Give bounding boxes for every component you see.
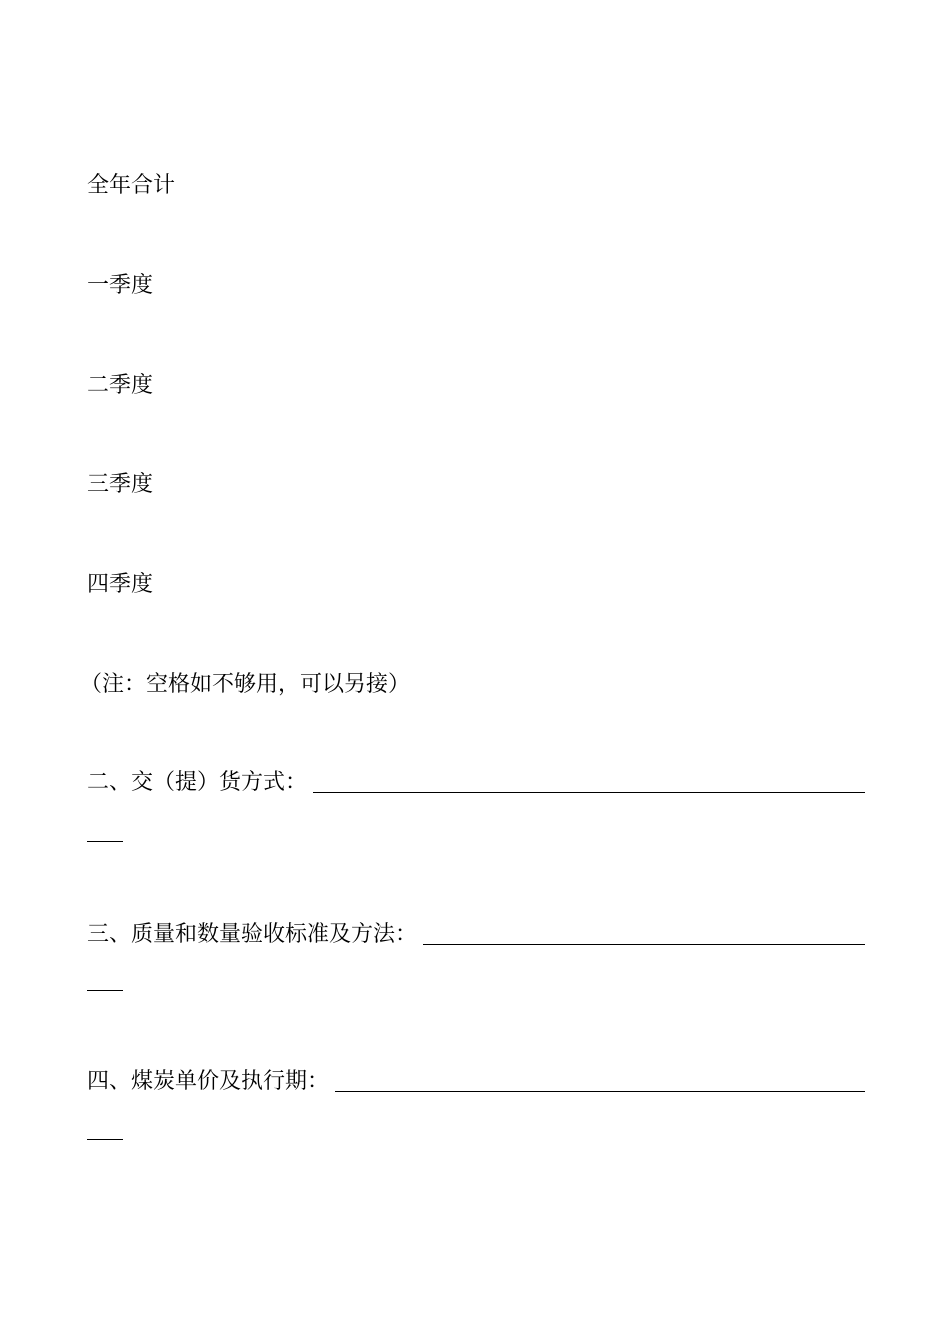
note-text: （注：空格如不够用，可以另接）: [80, 672, 411, 697]
quality-quantity-field: [87, 921, 865, 949]
quality-quantity-blank[interactable]: [423, 922, 865, 945]
row-q3: 三季度: [87, 472, 154, 497]
delivery-method-blank-continued[interactable]: [87, 841, 123, 842]
row-q1: 一季度: [87, 273, 154, 298]
coal-price-blank[interactable]: [335, 1069, 865, 1092]
delivery-method-blank[interactable]: [313, 770, 865, 793]
delivery-method-label: 二、交（提）货方式：: [87, 770, 308, 795]
delivery-method-field: [87, 769, 865, 797]
row-annual-total: 全年合计: [87, 173, 176, 198]
coal-price-field: [87, 1068, 865, 1096]
coal-price-blank-continued[interactable]: [87, 1139, 123, 1140]
row-q4: 四季度: [87, 572, 154, 597]
quality-quantity-label: 三、质量和数量验收标准及方法：: [87, 922, 418, 947]
coal-price-label: 四、煤炭单价及执行期：: [87, 1069, 330, 1094]
quality-quantity-blank-continued[interactable]: [87, 990, 123, 991]
row-q2: 二季度: [87, 373, 154, 398]
